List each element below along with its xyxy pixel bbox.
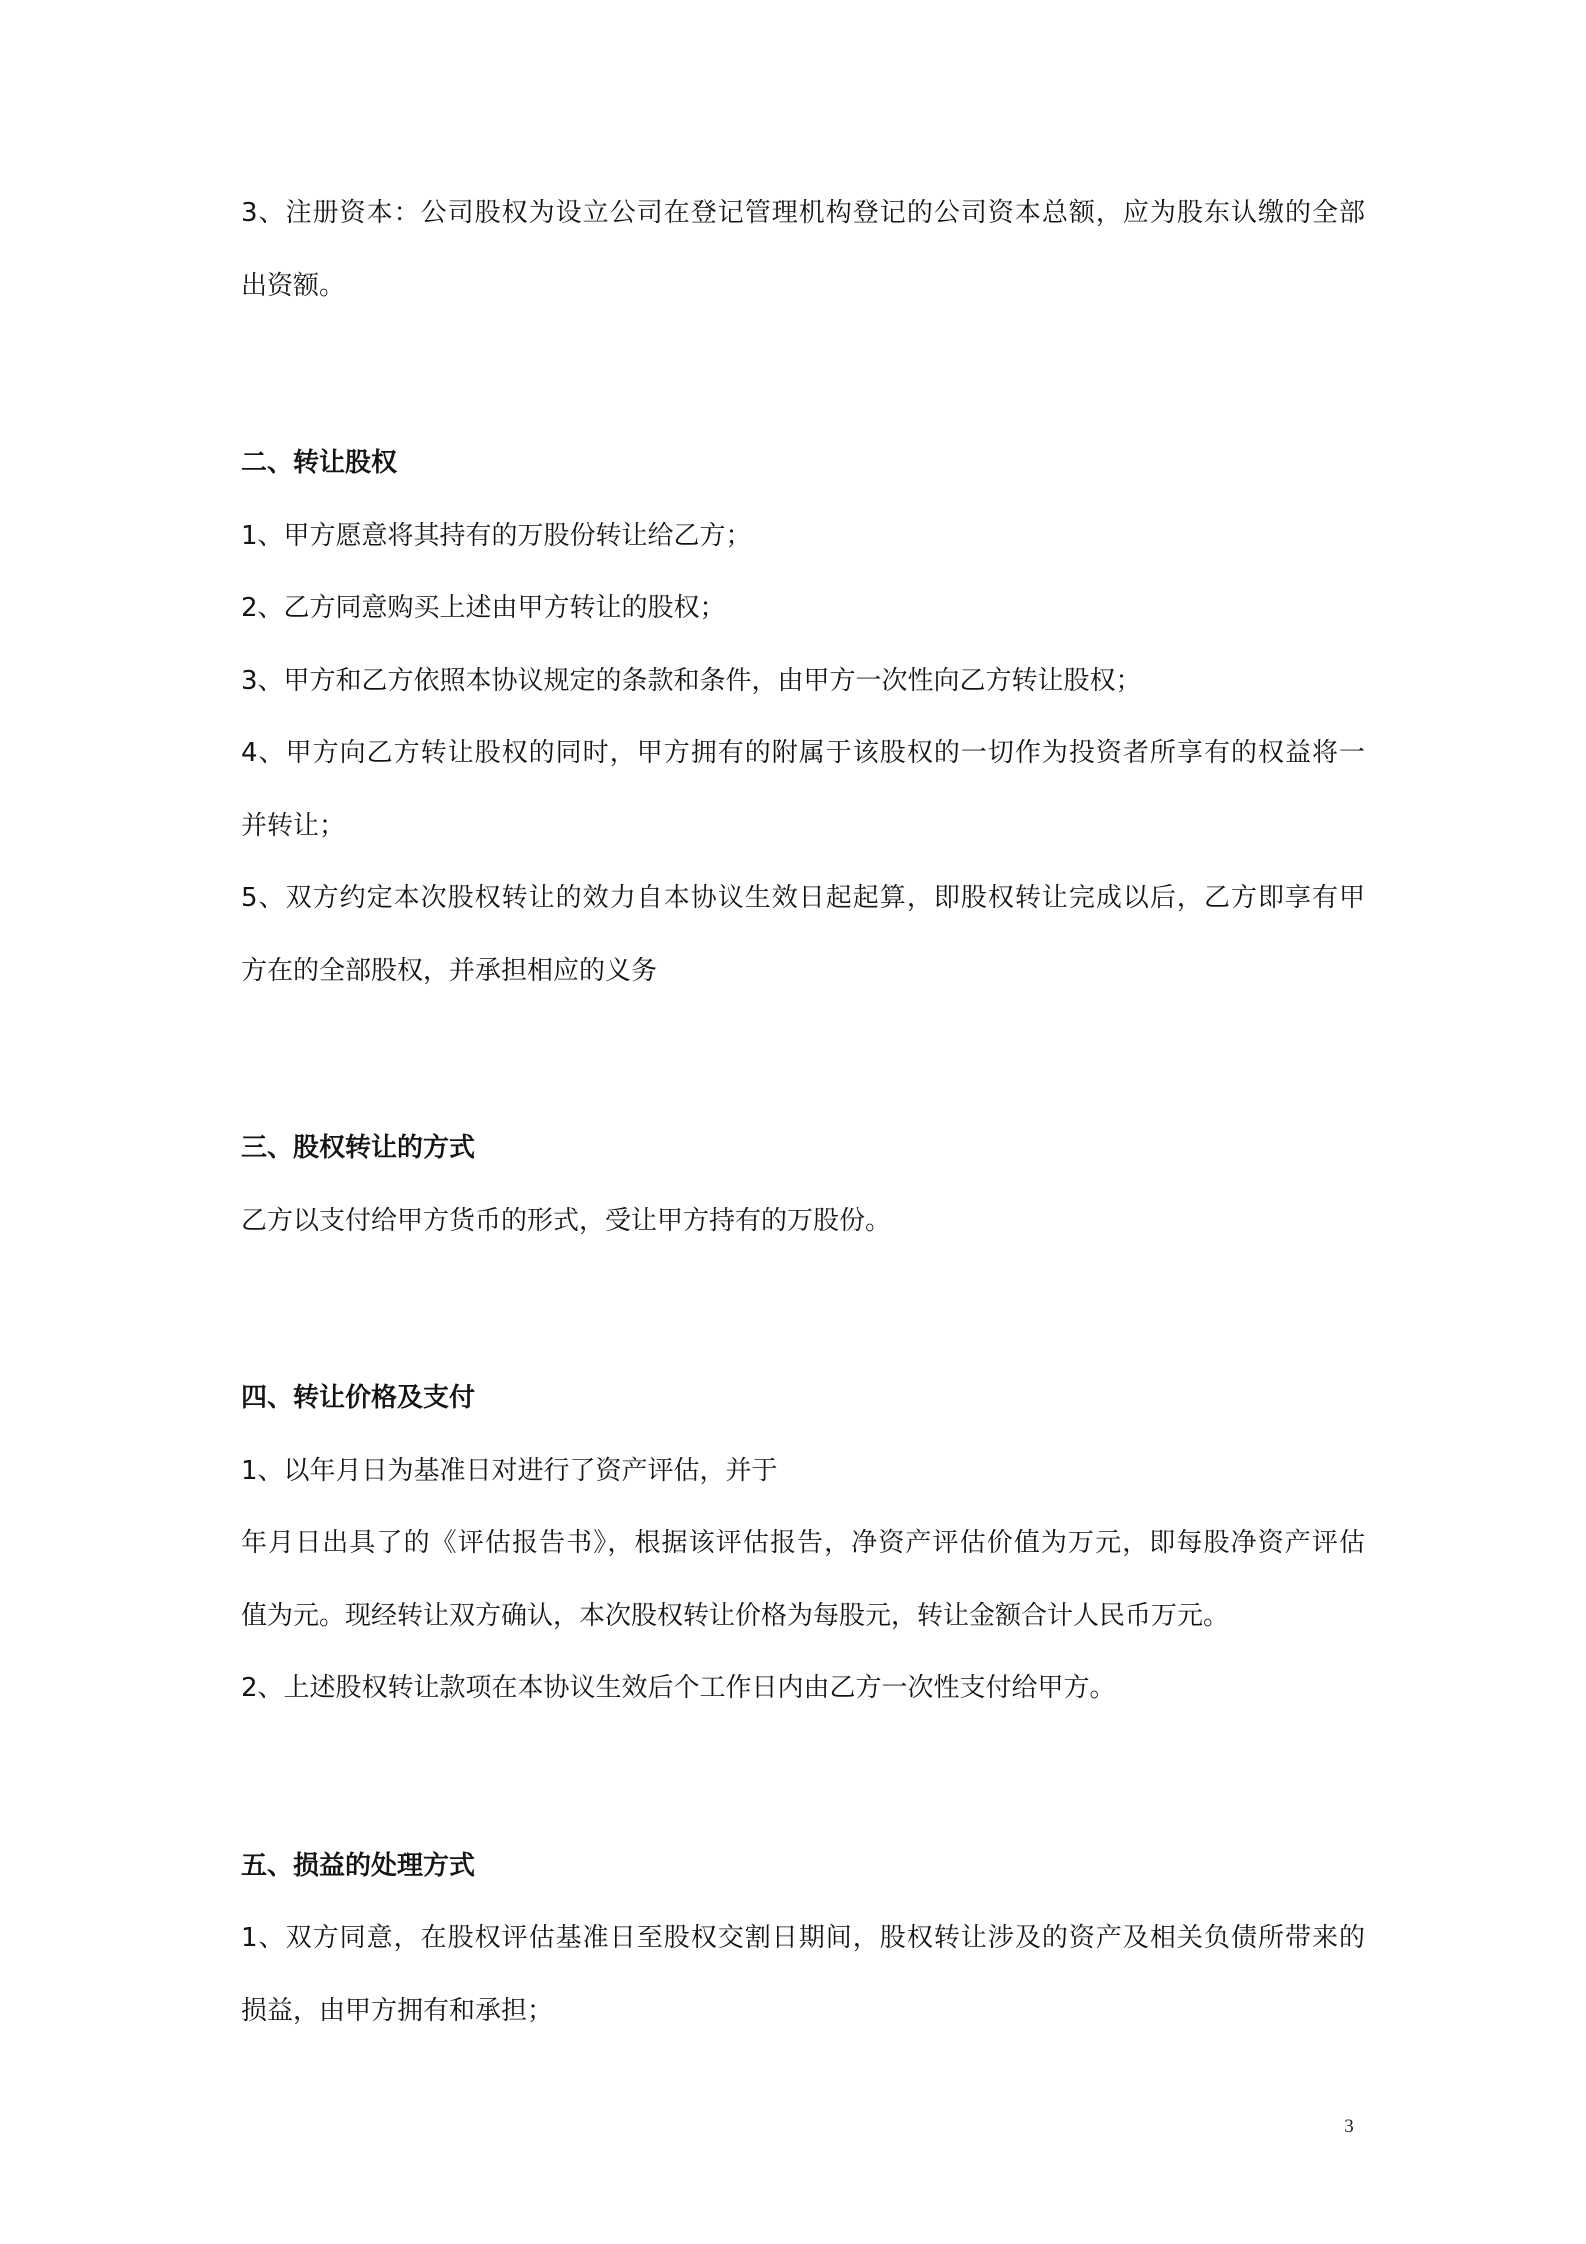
text-line: 5、双方约定本次股权转让的效力自本协议生效日起起算，即股权转让完成以后，乙方即享有甲 [241, 883, 1365, 913]
text-line: 1、以年月日为基准日对进行了资产评估，并于 [241, 1455, 778, 1486]
text-line: 2、上述股权转让款项在本协议生效后个工作日内由乙方一次性支付给甲方。 [241, 1673, 1116, 1703]
list-item [241, 717, 1365, 862]
list-item [241, 500, 1365, 573]
text-line: 并转让； [241, 810, 346, 841]
text-line: 1、双方同意，在股权评估基准日至股权交割日期间，股权转让涉及的资产及相关负债所带来的 [241, 1923, 1365, 1953]
list-item [241, 1652, 1365, 1725]
text-line: 损益，由甲方拥有和承担； [241, 1995, 554, 2026]
text-line: 出资额。 [241, 270, 346, 301]
text-line: 值为元。现经转让双方确认，本次股权转让价格为每股元，转让金额合计人民币万元。 [241, 1600, 1230, 1631]
text-line: 3、注册资本：公司股权为设立公司在登记管理机构登记的公司资本总额，应为股东认缴的全部 [241, 198, 1365, 228]
section-equity-transfer [241, 427, 1365, 1007]
section-heading: 三、股权转让的方式 [241, 1133, 476, 1163]
list-item [241, 862, 1365, 1007]
document-body [241, 177, 1365, 2047]
text-line: 年月日出具了的《评估报告书》，根据该评估报告，净资产评估价值为万元，即每股净资产评估 [241, 1528, 1365, 1558]
text-line: 乙方以支付给甲方货币的形式，受让甲方持有的万股份。 [241, 1205, 892, 1236]
paragraph [241, 1507, 1365, 1652]
list-item [241, 572, 1365, 645]
text-line: 3、甲方和乙方依照本协议规定的条款和条件，由甲方一次性向乙方转让股权； [241, 665, 1142, 696]
paragraph [241, 1185, 1365, 1258]
section-heading: 五、损益的处理方式 [241, 1850, 476, 1881]
list-item [241, 1435, 1365, 1508]
section-heading: 四、转让价格及支付 [241, 1383, 476, 1413]
section-heading: 二、转让股权 [241, 448, 398, 478]
page-number: 3 [1344, 2116, 1354, 2137]
paragraph-registered-capital [241, 177, 1365, 322]
section-registered-capital [241, 177, 1365, 322]
section-profit-loss [241, 1830, 1365, 2048]
list-item [241, 1902, 1365, 2047]
text-line: 1、甲方愿意将其持有的万股份转让给乙方； [241, 520, 752, 551]
text-line: 方在的全部股权，并承担相应的义务 [241, 955, 658, 986]
section-transfer-method [241, 1112, 1365, 1257]
text-line: 4、甲方向乙方转让股权的同时，甲方拥有的附属于该股权的一切作为投资者所享有的权益将一 [241, 738, 1365, 768]
text-line: 2、乙方同意购买上述由甲方转让的股权； [241, 593, 726, 623]
section-price-payment [241, 1362, 1365, 1725]
list-item [241, 645, 1365, 718]
